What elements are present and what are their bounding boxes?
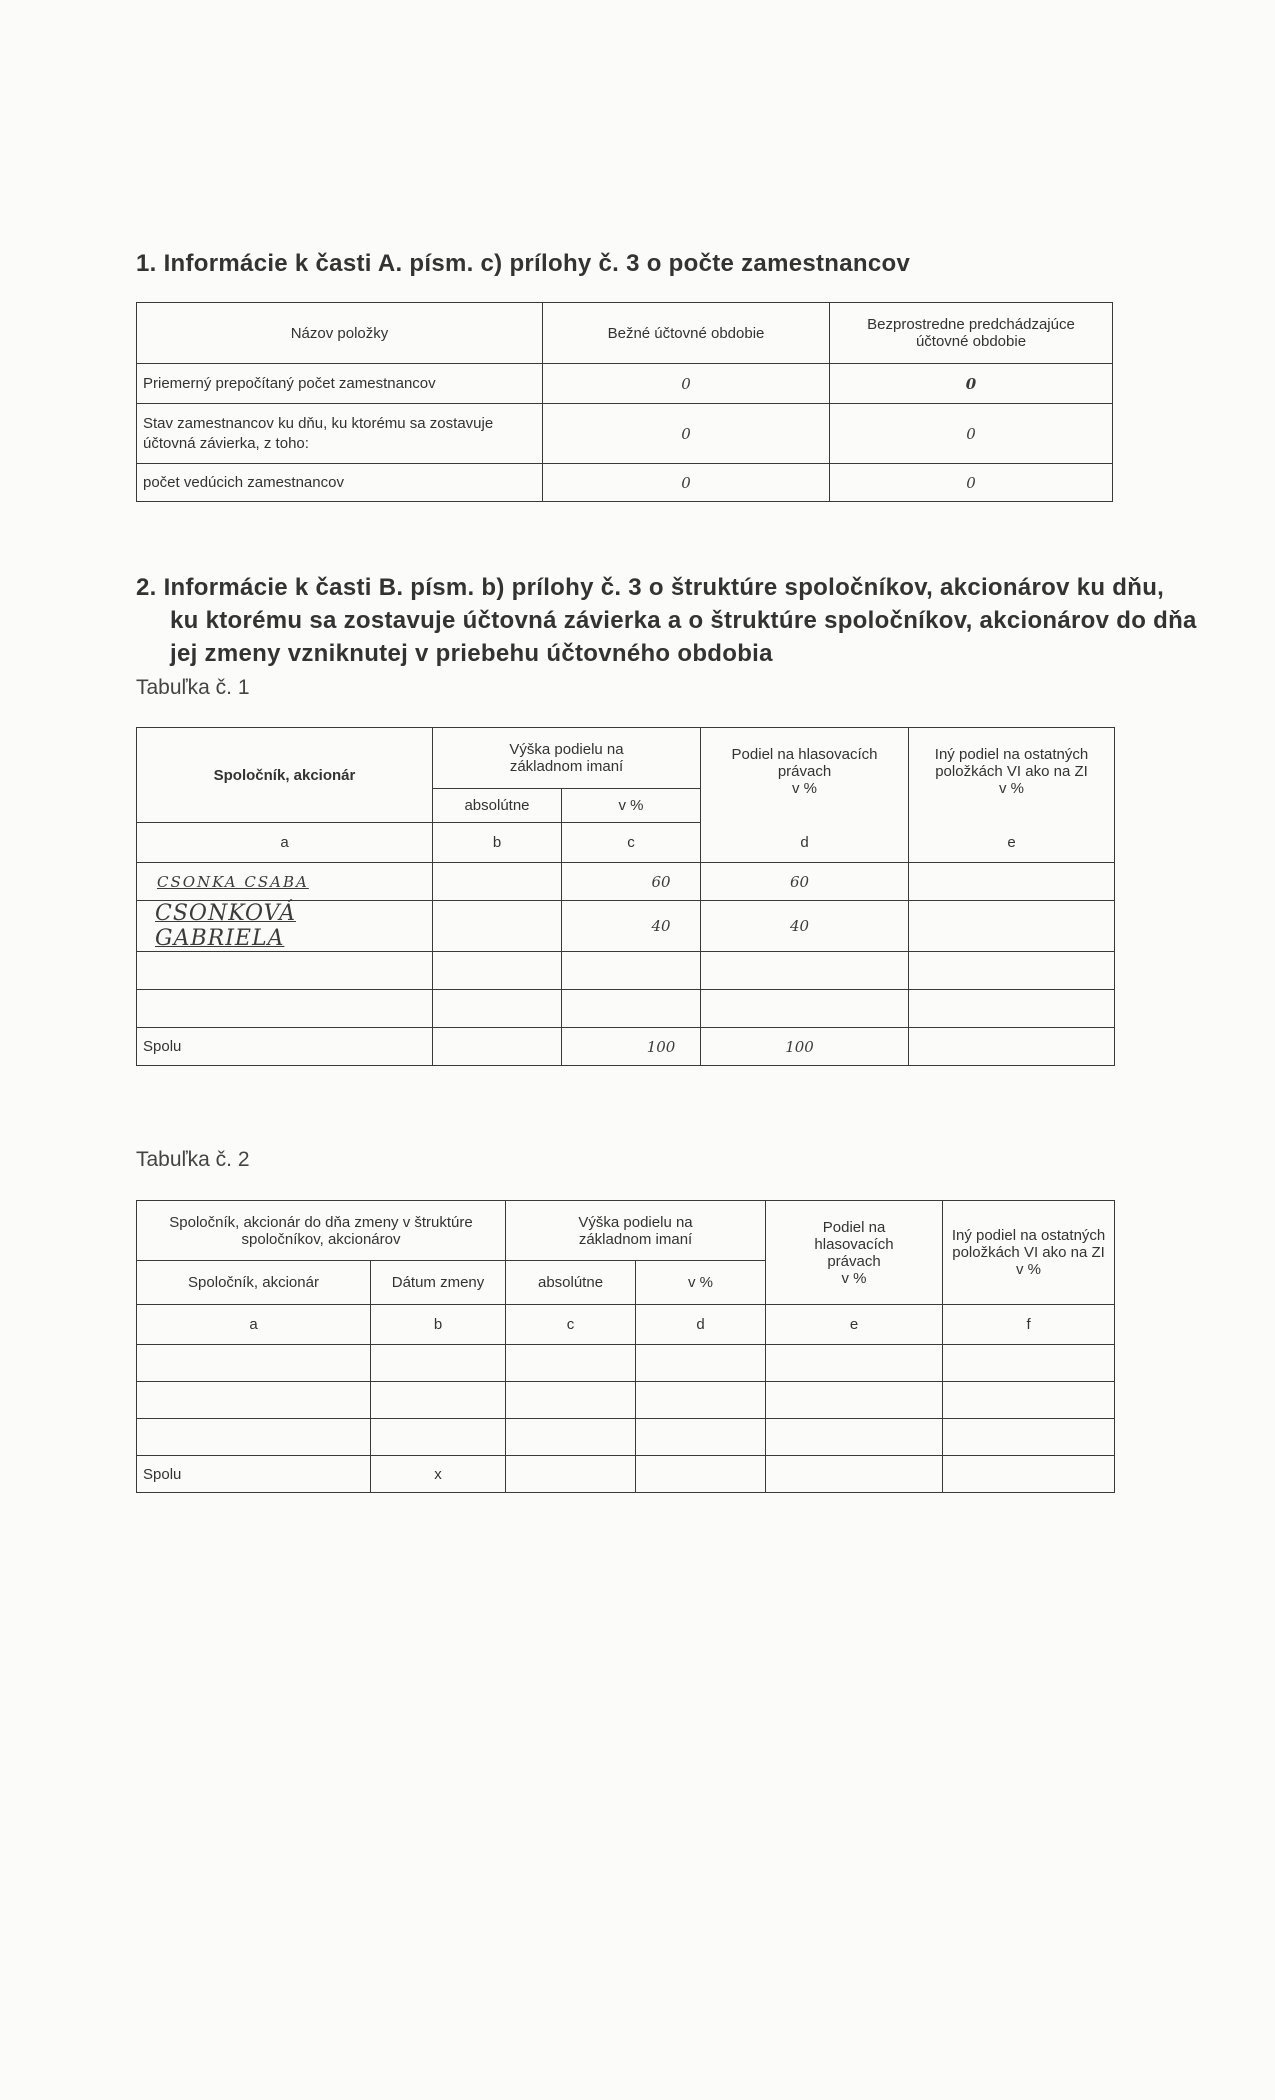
letter-e: e — [909, 823, 1115, 863]
section2-title-line1: 2. Informácie k časti B. písm. b) prílohy č. 3 o štruktúre spoločníkov, akcionárov ku dňu, — [136, 574, 1165, 601]
empty-cell — [636, 1456, 766, 1493]
header-other — [909, 728, 1115, 823]
share-percent — [562, 952, 701, 990]
partner-name: CSONKA CSABA — [137, 863, 433, 901]
empty-cell — [137, 1345, 371, 1382]
empty-cell — [766, 1456, 943, 1493]
other-percent — [909, 952, 1115, 990]
voting-percent — [701, 990, 909, 1028]
row-label: Priemerný prepočítaný počet zamestnancov — [137, 364, 543, 404]
empty-cell — [371, 1345, 506, 1382]
header-voting-label: Podiel na hlasovacích právach — [731, 746, 878, 780]
table2-caption: Tabuľka č. 2 — [136, 1148, 250, 1171]
header-share: Výška podielu na základnom imaní — [433, 728, 701, 789]
value-previous: 0 — [830, 364, 1113, 404]
row-label: počet vedúcich zamestnancov — [137, 464, 543, 502]
header-voting — [701, 728, 909, 823]
letter-a: a — [137, 823, 433, 863]
header-other-label: Iný podiel na ostatných položkách VI ako na ZI — [951, 1227, 1106, 1261]
empty-cell — [943, 1419, 1115, 1456]
value-current: 0 — [543, 404, 830, 464]
section2-title-line2: ku ktorému sa zostavuje účtovná závierka a o štruktúre spoločníkov, akcionárov do dňa — [170, 607, 1197, 634]
header-voting-label: Podiel na hlasovacích právach — [814, 1218, 894, 1270]
total-other — [909, 1028, 1115, 1066]
header-absolute: absolútne — [433, 789, 562, 823]
col-header-previous: Bezprostredne predchádzajúce účtovné obdobie — [830, 303, 1113, 364]
header-voting — [766, 1201, 943, 1305]
total-percent: 100 — [562, 1028, 701, 1066]
empty-cell — [371, 1382, 506, 1419]
letter-f: f — [943, 1305, 1115, 1345]
empty-cell — [506, 1419, 636, 1456]
empty-cell — [636, 1345, 766, 1382]
letter-e: e — [766, 1305, 943, 1345]
total-absolute — [433, 1028, 562, 1066]
table1-caption: Tabuľka č. 1 — [136, 676, 250, 699]
voting-percent: 60 — [701, 863, 909, 901]
empty-cell — [943, 1345, 1115, 1382]
empty-cell — [943, 1456, 1115, 1493]
empty-cell — [636, 1419, 766, 1456]
letter-c: c — [562, 823, 701, 863]
total-label: Spolu — [137, 1028, 433, 1066]
empty-cell — [636, 1382, 766, 1419]
header-percent: v % — [636, 1261, 766, 1305]
letter-d: d — [636, 1305, 766, 1345]
share-absolute — [433, 990, 562, 1028]
header-partner: Spoločník, akcionár — [137, 728, 433, 823]
partner-name — [137, 952, 433, 990]
letter-d: d — [701, 823, 909, 863]
empty-cell — [506, 1382, 636, 1419]
header-partner: Spoločník, akcionár — [137, 1261, 371, 1305]
letter-b: b — [433, 823, 562, 863]
header-other — [943, 1201, 1115, 1305]
employees-table — [136, 302, 1113, 502]
other-percent — [909, 901, 1115, 952]
col-header-current: Bežné účtovné obdobie — [543, 303, 830, 364]
header-other-unit: v % — [999, 780, 1025, 797]
header-group: Spoločník, akcionár do dňa zmeny v štruktúre spoločníkov, akcionárov — [137, 1201, 506, 1261]
voting-percent: 40 — [701, 901, 909, 952]
share-absolute — [433, 901, 562, 952]
empty-cell — [943, 1382, 1115, 1419]
letter-c: c — [506, 1305, 636, 1345]
value-previous: 0 — [830, 404, 1113, 464]
value-current: 0 — [543, 464, 830, 502]
value-previous: 0 — [830, 464, 1113, 502]
partner-changes-table — [136, 1200, 1115, 1493]
empty-cell — [766, 1382, 943, 1419]
total-date: x — [371, 1456, 506, 1493]
partners-table — [136, 727, 1115, 1066]
letter-b: b — [371, 1305, 506, 1345]
share-percent: 40 — [562, 901, 701, 952]
empty-cell — [506, 1345, 636, 1382]
section2-title-line3: jej zmeny vzniknutej v priebehu účtovného obdobia — [170, 640, 773, 667]
header-voting-unit: v % — [792, 780, 818, 797]
header-date: Dátum zmeny — [371, 1261, 506, 1305]
empty-cell — [766, 1345, 943, 1382]
share-absolute — [433, 952, 562, 990]
share-absolute — [433, 863, 562, 901]
share-percent: 60 — [562, 863, 701, 901]
empty-cell — [371, 1419, 506, 1456]
partner-name: CSONKOVÁ GABRIELA — [137, 901, 433, 952]
header-share: Výška podielu na základnom imaní — [506, 1201, 766, 1261]
letter-a: a — [137, 1305, 371, 1345]
section1-title: 1. Informácie k časti A. písm. c) prílohy č. 3 o počte zamestnancov — [136, 250, 911, 277]
value-current: 0 — [543, 364, 830, 404]
empty-cell — [506, 1456, 636, 1493]
header-percent: v % — [562, 789, 701, 823]
other-percent — [909, 990, 1115, 1028]
header-other-label: Iný podiel na ostatných položkách VI ako na ZI — [934, 746, 1089, 780]
share-percent — [562, 990, 701, 1028]
header-absolute: absolútne — [506, 1261, 636, 1305]
col-header-item: Názov položky — [137, 303, 543, 364]
empty-cell — [137, 1419, 371, 1456]
voting-percent — [701, 952, 909, 990]
header-voting-unit: v % — [841, 1269, 867, 1287]
row-label: Stav zamestnancov ku dňu, ku ktorému sa zostavuje účtovná závierka, z toho: — [137, 404, 543, 464]
empty-cell — [137, 1382, 371, 1419]
total-voting: 100 — [701, 1028, 909, 1066]
empty-cell — [766, 1419, 943, 1456]
partner-name — [137, 990, 433, 1028]
header-other-unit: v % — [1016, 1261, 1042, 1278]
other-percent — [909, 863, 1115, 901]
total-label: Spolu — [137, 1456, 371, 1493]
